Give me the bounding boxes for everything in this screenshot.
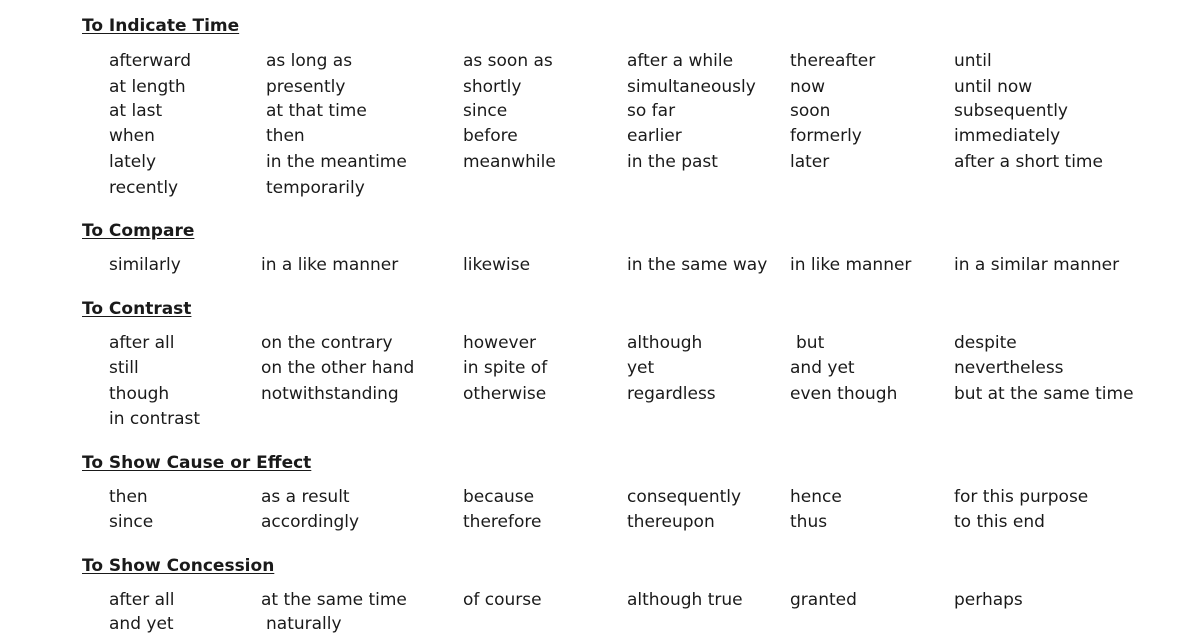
word-as-long-as: as long as: [266, 51, 353, 71]
word-hence: hence: [790, 487, 842, 507]
word-and-yet: and yet: [109, 614, 174, 634]
word-accordingly: accordingly: [261, 512, 360, 532]
word-since: since: [109, 512, 154, 532]
heading-concession: To Show Concession: [82, 556, 275, 576]
word-in-spite-of: in spite of: [463, 358, 548, 378]
word-lately: lately: [109, 152, 157, 172]
word-consequently: consequently: [627, 487, 742, 507]
word-and-yet: and yet: [790, 358, 855, 378]
word-therefore: therefore: [463, 512, 542, 532]
word-then: then: [266, 126, 305, 146]
word-until: until: [954, 51, 992, 71]
word-although-true: although true: [627, 590, 743, 610]
word-afterward: afterward: [109, 51, 192, 71]
word-nevertheless: nevertheless: [954, 358, 1064, 378]
word-in-contrast: in contrast: [109, 409, 201, 429]
word-in-a-like-manner: in a like manner: [261, 255, 399, 275]
word-earlier: earlier: [627, 126, 682, 146]
word-at-last: at last: [109, 101, 163, 121]
word-recently: recently: [109, 178, 179, 198]
word-regardless: regardless: [627, 384, 716, 404]
word-in-the-meantime: in the meantime: [266, 152, 407, 172]
word-perhaps: perhaps: [954, 590, 1023, 610]
word-thereafter: thereafter: [790, 51, 876, 71]
word-temporarily: temporarily: [266, 178, 365, 198]
word-in-the-past: in the past: [627, 152, 718, 172]
word-despite: despite: [954, 333, 1017, 353]
word-immediately: immediately: [954, 126, 1061, 146]
word-when: when: [109, 126, 155, 146]
word-on-the-contrary: on the contrary: [261, 333, 393, 353]
word-in-the-same-way: in the same way: [627, 255, 768, 275]
word-at-the-same-time: at the same time: [261, 590, 407, 610]
word-presently: presently: [266, 77, 346, 97]
word-likewise: likewise: [463, 255, 531, 275]
word-now: now: [790, 77, 826, 97]
word-of-course: of course: [463, 590, 542, 610]
word-although: although: [627, 333, 703, 353]
word-still: still: [109, 358, 139, 378]
word-after-a-while: after a while: [627, 51, 734, 71]
word-thus: thus: [790, 512, 828, 532]
word-but-at-the-same-time: but at the same time: [954, 384, 1134, 404]
word-soon: soon: [790, 101, 831, 121]
heading-compare: To Compare: [82, 221, 195, 241]
word-yet: yet: [627, 358, 655, 378]
word-as-a-result: as a result: [261, 487, 350, 507]
word-after-all: after all: [109, 333, 175, 353]
word-until-now: until now: [954, 77, 1033, 97]
word-since: since: [463, 101, 508, 121]
word-but: but: [796, 333, 825, 353]
word-however: however: [463, 333, 537, 353]
word-for-this-purpose: for this purpose: [954, 487, 1089, 507]
word-otherwise: otherwise: [463, 384, 547, 404]
word-thereupon: thereupon: [627, 512, 715, 532]
word-later: later: [790, 152, 830, 172]
word-at-that-time: at that time: [266, 101, 367, 121]
word-after-a-short-time: after a short time: [954, 152, 1103, 172]
word-then: then: [109, 487, 148, 507]
word-granted: granted: [790, 590, 857, 610]
heading-indicate-time: To Indicate Time: [82, 16, 240, 36]
word-formerly: formerly: [790, 126, 862, 146]
word-though: though: [109, 384, 170, 404]
heading-cause-effect: To Show Cause or Effect: [82, 453, 312, 473]
word-naturally: naturally: [266, 614, 342, 634]
word-before: before: [463, 126, 518, 146]
word-meanwhile: meanwhile: [463, 152, 556, 172]
word-in-a-similar-manner: in a similar manner: [954, 255, 1120, 275]
word-so-far: so far: [627, 101, 676, 121]
word-because: because: [463, 487, 535, 507]
word-at-length: at length: [109, 77, 186, 97]
word-on-the-other-hand: on the other hand: [261, 358, 415, 378]
word-in-like-manner: in like manner: [790, 255, 912, 275]
word-shortly: shortly: [463, 77, 522, 97]
heading-contrast: To Contrast: [82, 299, 192, 319]
word-as-soon-as: as soon as: [463, 51, 553, 71]
word-to-this-end: to this end: [954, 512, 1045, 532]
word-after-all: after all: [109, 590, 175, 610]
word-similarly: similarly: [109, 255, 181, 275]
word-simultaneously: simultaneously: [627, 77, 756, 97]
word-notwithstanding: notwithstanding: [261, 384, 399, 404]
word-even-though: even though: [790, 384, 898, 404]
word-subsequently: subsequently: [954, 101, 1068, 121]
